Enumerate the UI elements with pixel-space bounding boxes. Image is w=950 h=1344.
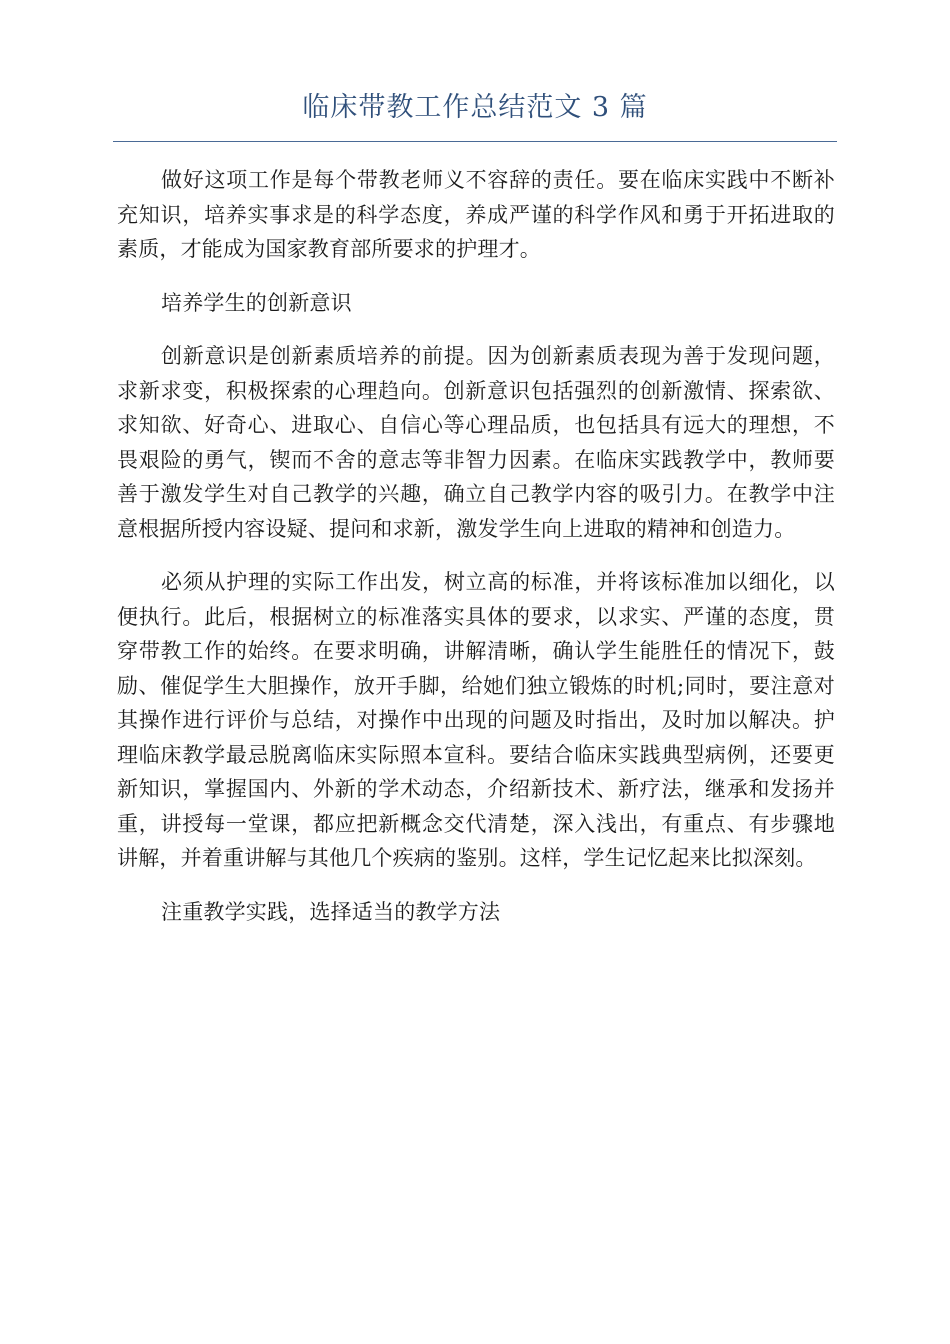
paragraph-intro: 做好这项工作是每个带教老师义不容辞的责任。要在临床实践中不断补充知识，培养实事求是的科学态度，养成严谨的科学作风和勇于开拓进取的素质，才能成为国家教育部所要求的护理才。	[117, 168, 835, 261]
title-divider	[113, 141, 837, 142]
section-heading-methods: 注重教学实践，选择适当的教学方法	[161, 899, 501, 924]
section-heading-innovation: 培养学生的创新意识	[161, 290, 352, 315]
document-title: 临床带教工作总结范文 3 篇	[302, 92, 648, 123]
document-body	[117, 163, 835, 948]
paragraph-practice: 必须从护理的实际工作出发，树立高的标准，并将该标准加以细化，以便执行。此后，根据树立的标准落实具体的要求，以求实、严谨的态度，贯穿带教工作的始终。在要求明确，讲解清晰，确认学生能胜任的情况下，鼓励、催促学生大胆操作，放开手脚，给她们独立锻炼的时机;同时，要注意对其操作进行评价与总结，对操作中出现的问题及时指出，及时加以解决。护理临床教学最忌脱离临床实际照本宣科。要结合临床实践典型病例，还要更新知识，掌握国内、外新的学术动态，介绍新技术、新疗法，继承和发扬并重，讲授每一堂课，都应把新概念交代清楚，深入浅出，有重点、有步骤地讲解，并着重讲解与其他几个疾病的鉴别。这样，学生记忆起来比拟深刻。	[117, 570, 835, 870]
paragraph-innovation: 创新意识是创新素质培养的前提。因为创新素质表现为善于发现问题，求新求变，积极探索的心理趋向。创新意识包括强烈的创新激情、探索欲、求知欲、好奇心、进取心、自信心等心理品质，也包括具有远大的理想，不畏艰险的勇气，锲而不舍的意志等非智力因素。在临床实践教学中，教师要善于激发学生对自己教学的兴趣，确立自己教学内容的吸引力。在教学中注意根据所授内容设疑、提问和求新，激发学生向上进取的精神和创造力。	[117, 344, 835, 541]
